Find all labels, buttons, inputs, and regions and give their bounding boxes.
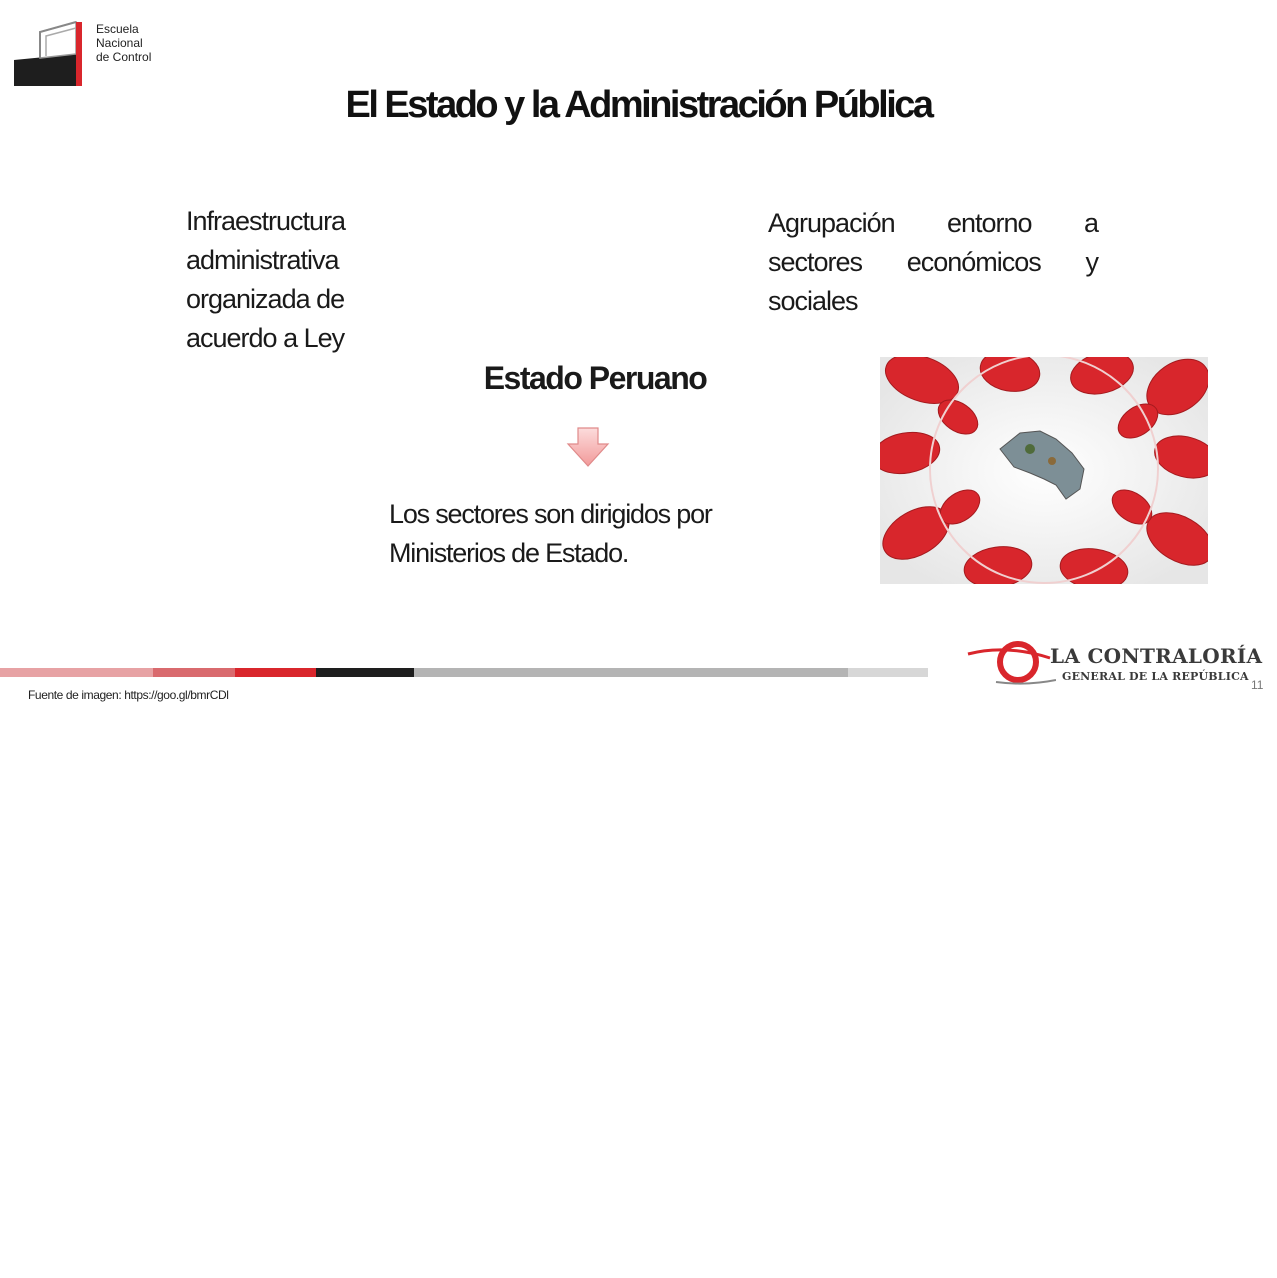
left-text-line: organizada de: [186, 284, 345, 314]
image-source-note: Fuente de imagen: https://goo.gl/bmrCDl: [28, 688, 229, 702]
right-text-block: Agrupación entorno a sectores económicos y sociales: [768, 208, 1098, 316]
color-bar-segment: [153, 668, 235, 677]
color-bar-segment: [0, 668, 153, 677]
contraloria-name: LA CONTRALORÍA: [1050, 644, 1263, 668]
color-bar-segment: [235, 668, 316, 677]
color-bar-segment: [848, 668, 928, 677]
slide-title: El Estado y la Administración Pública: [345, 84, 932, 126]
school-logo-line: Escuela: [96, 22, 139, 36]
school-building-icon: [12, 18, 92, 90]
center-heading: Estado Peruano: [483, 360, 707, 396]
footer-color-bar: [0, 668, 928, 677]
left-text-line: Infraestructura: [186, 206, 346, 236]
hands-around-peru-map-image: [880, 357, 1208, 584]
page-number: 11: [1251, 678, 1264, 692]
school-logo-line: Nacional: [96, 36, 143, 50]
contraloria-swoosh-icon: [966, 636, 1056, 688]
center-description-line: Los sectores son dirigidos por: [389, 499, 712, 529]
school-logo-line: de Control: [96, 50, 152, 64]
down-arrow-icon: [566, 426, 610, 468]
color-bar-segment: [316, 668, 414, 677]
left-text-block: [186, 202, 382, 358]
left-text-line: acuerdo a Ley: [186, 323, 345, 353]
contraloria-subtitle: GENERAL DE LA REPÚBLICA: [1062, 670, 1249, 683]
center-description-line: Ministerios de Estado.: [389, 538, 629, 568]
school-logo-text: [96, 22, 176, 64]
left-text-line: administrativa: [186, 245, 339, 275]
school-logo: [12, 18, 172, 90]
color-bar-segment: [414, 668, 848, 677]
center-description: [389, 495, 769, 573]
